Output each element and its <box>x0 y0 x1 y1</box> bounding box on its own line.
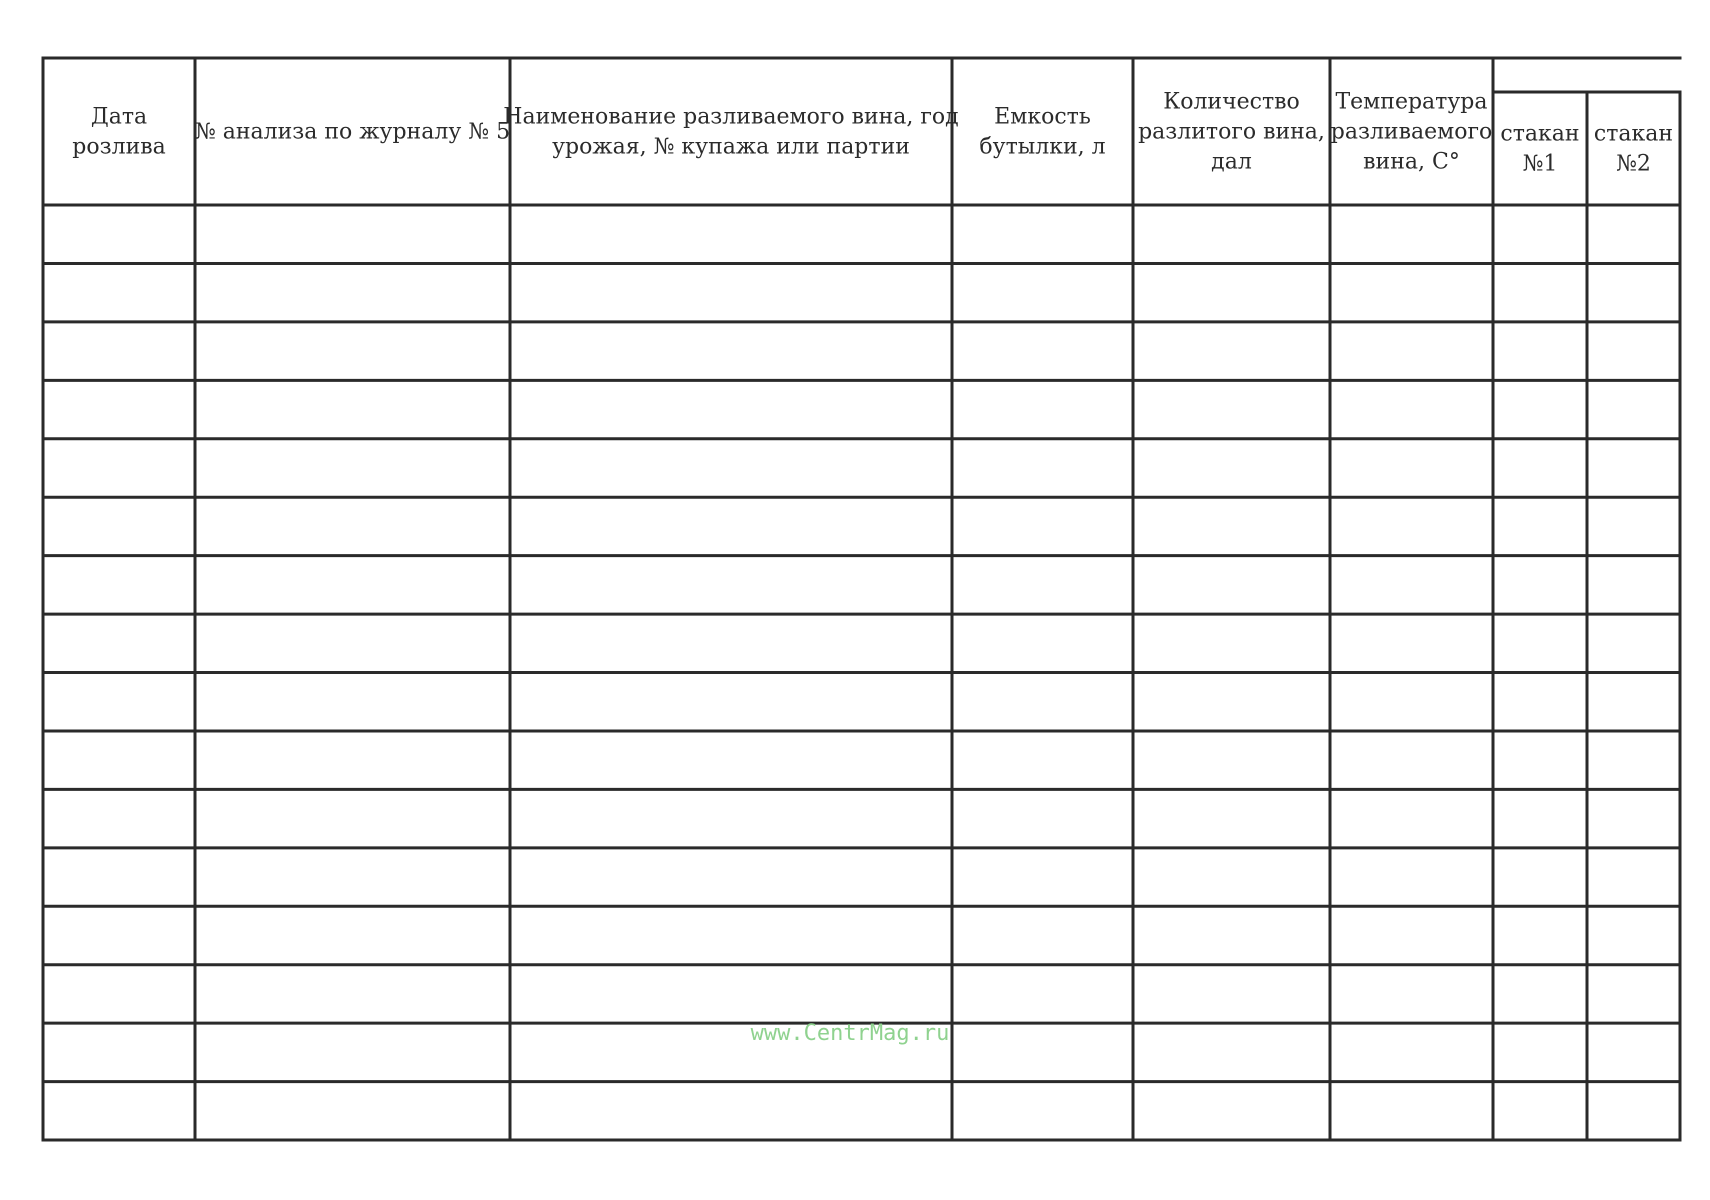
cell-quantity[interactable] <box>1135 207 1328 261</box>
cell-analysis[interactable] <box>197 441 508 495</box>
cell-glass-1[interactable] <box>1495 967 1585 1021</box>
cell-date[interactable] <box>45 967 193 1021</box>
header-quantity-line: дал <box>1211 149 1252 175</box>
cell-glass-2[interactable] <box>1589 967 1678 1021</box>
cell-bottle-capacity[interactable] <box>954 1084 1131 1138</box>
header-glass-1-line: стакан <box>1500 121 1580 147</box>
cell-bottle-capacity[interactable] <box>954 850 1131 904</box>
cell-bottle-capacity[interactable] <box>954 265 1131 319</box>
cell-glass-2[interactable] <box>1589 675 1678 729</box>
cell-quantity[interactable] <box>1135 558 1328 612</box>
cell-bottle-capacity[interactable] <box>954 207 1131 261</box>
cell-glass-2[interactable] <box>1589 441 1678 495</box>
table-header <box>72 90 1673 177</box>
table-row <box>45 850 1678 904</box>
cell-temperature[interactable] <box>1332 908 1491 962</box>
cell-temperature[interactable] <box>1332 733 1491 787</box>
cell-date[interactable] <box>45 324 193 378</box>
cell-glass-1[interactable] <box>1495 499 1585 553</box>
header-glass-1 <box>1500 122 1579 177</box>
cell-wine-name[interactable] <box>512 265 950 319</box>
cell-glass-1[interactable] <box>1495 558 1585 612</box>
cell-date[interactable] <box>45 616 193 670</box>
cell-date[interactable] <box>45 207 193 261</box>
cell-glass-2[interactable] <box>1589 499 1678 553</box>
table-row <box>45 967 1678 1021</box>
cell-analysis[interactable] <box>197 850 508 904</box>
cell-bottle-capacity[interactable] <box>954 382 1131 436</box>
cell-date[interactable] <box>45 382 193 436</box>
cell-quantity[interactable] <box>1135 850 1328 904</box>
cell-bottle-capacity[interactable] <box>954 324 1131 378</box>
cell-glass-2[interactable] <box>1589 733 1678 787</box>
header-quantity-line: разлитого вина, <box>1138 119 1325 145</box>
cell-glass-1[interactable] <box>1495 733 1585 787</box>
header-temperature-line: разливаемого <box>1330 119 1493 145</box>
cell-wine-name[interactable] <box>512 675 950 729</box>
cell-quantity[interactable] <box>1135 1025 1328 1079</box>
cell-glass-1[interactable] <box>1495 1025 1585 1079</box>
cell-temperature[interactable] <box>1332 441 1491 495</box>
header-quantity <box>1138 90 1325 175</box>
cell-wine-name[interactable] <box>512 850 950 904</box>
cell-glass-2[interactable] <box>1589 1084 1678 1138</box>
cell-bottle-capacity[interactable] <box>954 908 1131 962</box>
header-glass-2 <box>1594 122 1673 177</box>
table-row <box>45 558 1678 612</box>
cell-wine-name[interactable] <box>512 733 950 787</box>
cell-glass-2[interactable] <box>1589 558 1678 612</box>
cell-quantity[interactable] <box>1135 1084 1328 1138</box>
cell-glass-1[interactable] <box>1495 324 1585 378</box>
cell-bottle-capacity[interactable] <box>954 1025 1131 1079</box>
header-temperature-line: Температура <box>1335 89 1488 115</box>
cell-glass-2[interactable] <box>1589 324 1678 378</box>
cell-analysis[interactable] <box>197 908 508 962</box>
cell-quantity[interactable] <box>1135 324 1328 378</box>
cell-date[interactable] <box>45 733 193 787</box>
table-row <box>45 499 1678 553</box>
cell-temperature[interactable] <box>1332 382 1491 436</box>
cell-date[interactable] <box>45 791 193 845</box>
cell-date[interactable] <box>45 675 193 729</box>
cell-quantity[interactable] <box>1135 908 1328 962</box>
cell-glass-2[interactable] <box>1589 207 1678 261</box>
cell-wine-name[interactable] <box>512 324 950 378</box>
cell-glass-2[interactable] <box>1589 908 1678 962</box>
cell-bottle-capacity[interactable] <box>954 441 1131 495</box>
header-bottle-capacity-line: бутылки, л <box>979 134 1106 160</box>
cell-analysis[interactable] <box>197 967 508 1021</box>
cell-date[interactable] <box>45 908 193 962</box>
cell-temperature[interactable] <box>1332 791 1491 845</box>
cell-bottle-capacity[interactable] <box>954 675 1131 729</box>
cell-quantity[interactable] <box>1135 499 1328 553</box>
header-quantity-line: Количество <box>1163 89 1300 115</box>
header-bottle-capacity <box>979 105 1105 160</box>
cell-temperature[interactable] <box>1332 207 1491 261</box>
cell-analysis[interactable] <box>197 1025 508 1079</box>
header-analysis <box>195 120 510 145</box>
cell-quantity[interactable] <box>1135 265 1328 319</box>
cell-temperature[interactable] <box>1332 1084 1491 1138</box>
cell-temperature[interactable] <box>1332 324 1491 378</box>
cell-date[interactable] <box>45 850 193 904</box>
cell-analysis[interactable] <box>197 324 508 378</box>
cell-glass-1[interactable] <box>1495 382 1585 436</box>
cell-analysis[interactable] <box>197 791 508 845</box>
cell-wine-name[interactable] <box>512 791 950 845</box>
cell-wine-name[interactable] <box>512 441 950 495</box>
cell-wine-name[interactable] <box>512 558 950 612</box>
header-glass-2-line: стакан <box>1593 121 1674 147</box>
cell-quantity[interactable] <box>1135 967 1328 1021</box>
cell-bottle-capacity[interactable] <box>954 967 1131 1021</box>
cell-glass-2[interactable] <box>1589 382 1678 436</box>
cell-wine-name[interactable] <box>512 207 950 261</box>
cell-glass-2[interactable] <box>1589 616 1678 670</box>
cell-analysis[interactable] <box>197 675 508 729</box>
header-temperature-line: вина, С° <box>1363 149 1460 175</box>
cell-temperature[interactable] <box>1332 499 1491 553</box>
cell-wine-name[interactable] <box>512 967 950 1021</box>
cell-analysis[interactable] <box>197 499 508 553</box>
cell-wine-name[interactable] <box>512 908 950 962</box>
cell-temperature[interactable] <box>1332 675 1491 729</box>
cell-glass-1[interactable] <box>1495 265 1585 319</box>
cell-analysis[interactable] <box>197 733 508 787</box>
header-bottle-capacity-line: Емкость <box>994 104 1091 130</box>
cell-analysis[interactable] <box>197 1084 508 1138</box>
table-row <box>45 733 1678 787</box>
cell-quantity[interactable] <box>1135 733 1328 787</box>
cell-glass-1[interactable] <box>1495 675 1585 729</box>
table-row <box>45 791 1678 845</box>
table-row <box>45 675 1678 729</box>
header-glass-2-line: №2 <box>1616 151 1651 177</box>
header-wine-name-line: урожая, № купажа или партии <box>552 134 910 160</box>
cell-date[interactable] <box>45 1084 193 1138</box>
cell-glass-1[interactable] <box>1495 791 1585 845</box>
cell-analysis[interactable] <box>197 616 508 670</box>
cell-temperature[interactable] <box>1332 967 1491 1021</box>
cell-temperature[interactable] <box>1332 616 1491 670</box>
watermark-text: www.CentrMag.ru <box>750 1021 950 1046</box>
table-row <box>45 265 1678 319</box>
cell-quantity[interactable] <box>1135 616 1328 670</box>
cell-glass-1[interactable] <box>1495 1084 1585 1138</box>
cell-bottle-capacity[interactable] <box>954 558 1131 612</box>
cell-temperature[interactable] <box>1332 1025 1491 1079</box>
cell-wine-name[interactable] <box>512 499 950 553</box>
cell-date[interactable] <box>45 441 193 495</box>
cell-quantity[interactable] <box>1135 382 1328 436</box>
cell-glass-2[interactable] <box>1589 791 1678 845</box>
cell-bottle-capacity[interactable] <box>954 791 1131 845</box>
cell-date[interactable] <box>45 265 193 319</box>
header-date-line: розлива <box>72 134 166 160</box>
cell-quantity[interactable] <box>1135 675 1328 729</box>
table-row <box>45 207 1678 261</box>
cell-wine-name[interactable] <box>512 1084 950 1138</box>
cell-glass-1[interactable] <box>1495 616 1585 670</box>
cell-quantity[interactable] <box>1135 791 1328 845</box>
header-date-line: Дата <box>90 104 148 130</box>
cell-analysis[interactable] <box>197 382 508 436</box>
cell-wine-name[interactable] <box>512 616 950 670</box>
table-row <box>45 908 1678 962</box>
cell-date[interactable] <box>45 1025 193 1079</box>
cell-analysis[interactable] <box>197 558 508 612</box>
table-row <box>45 382 1678 436</box>
header-glass-1-line: №1 <box>1522 151 1558 177</box>
header-temperature <box>1331 90 1493 175</box>
header-wine-name <box>503 105 958 160</box>
cell-quantity[interactable] <box>1135 441 1328 495</box>
cell-bottle-capacity[interactable] <box>954 616 1131 670</box>
cell-wine-name[interactable] <box>512 382 950 436</box>
cell-bottle-capacity[interactable] <box>954 733 1131 787</box>
table-row <box>45 1084 1678 1138</box>
header-wine-name-line: Наименование разливаемого вина, год <box>503 104 959 130</box>
table-row <box>45 441 1678 495</box>
cell-temperature[interactable] <box>1332 265 1491 319</box>
cell-date[interactable] <box>45 499 193 553</box>
cell-date[interactable] <box>45 558 193 612</box>
cell-glass-2[interactable] <box>1589 850 1678 904</box>
cell-glass-1[interactable] <box>1495 207 1585 261</box>
cell-glass-2[interactable] <box>1589 265 1678 319</box>
cell-temperature[interactable] <box>1332 850 1491 904</box>
cell-glass-1[interactable] <box>1495 441 1585 495</box>
header-date <box>72 105 165 160</box>
table-row <box>45 616 1678 670</box>
cell-glass-2[interactable] <box>1589 1025 1678 1079</box>
table-row <box>45 324 1678 378</box>
cell-glass-1[interactable] <box>1495 850 1585 904</box>
cell-analysis[interactable] <box>197 207 508 261</box>
cell-glass-1[interactable] <box>1495 908 1585 962</box>
header-analysis-line: № анализа по журналу № 5 <box>194 119 511 145</box>
cell-analysis[interactable] <box>197 265 508 319</box>
cell-temperature[interactable] <box>1332 558 1491 612</box>
cell-bottle-capacity[interactable] <box>954 499 1131 553</box>
